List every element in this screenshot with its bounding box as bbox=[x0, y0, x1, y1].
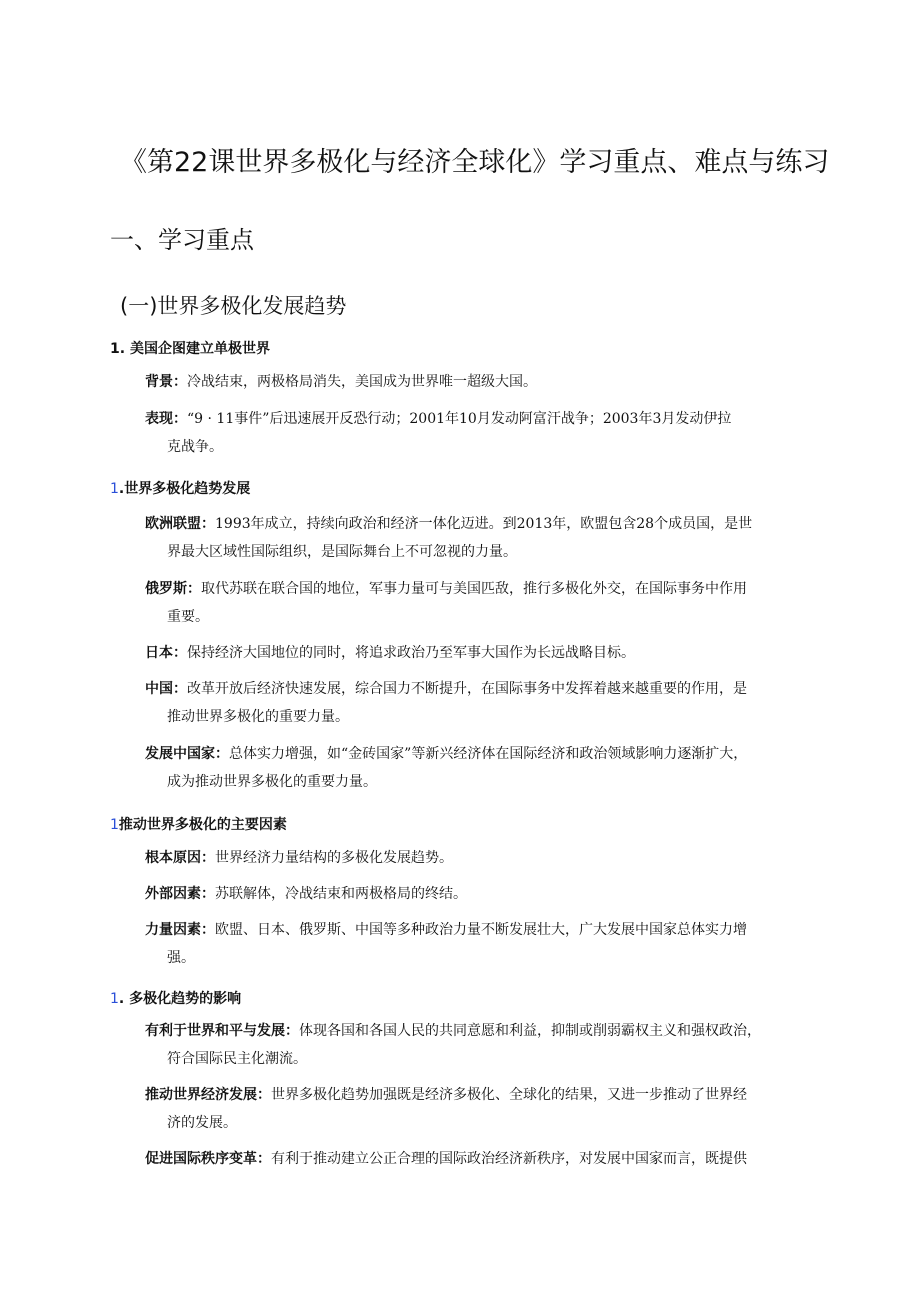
item-label: 欧洲联盟： bbox=[145, 516, 215, 532]
item-label: 有利于世界和平与发展： bbox=[145, 1023, 299, 1039]
item-manifestation bbox=[145, 405, 825, 461]
heading-text: . 美国企图建立单极世界 bbox=[119, 341, 270, 357]
item-text-continued: 济的发展。 bbox=[167, 1115, 237, 1131]
item-label: 背景： bbox=[145, 374, 187, 390]
item-developing-countries bbox=[145, 740, 825, 796]
item-text-continued: 克战争。 bbox=[167, 439, 223, 455]
heading-number: 1 bbox=[110, 341, 120, 357]
item-label: 促进国际秩序变革： bbox=[145, 1151, 271, 1167]
item-japan bbox=[145, 639, 825, 667]
item-text-continued: 推动世界多极化的重要力量。 bbox=[167, 709, 349, 725]
heading-number: 1 bbox=[110, 481, 119, 497]
item-label: 表现： bbox=[145, 411, 187, 427]
item-peace-development bbox=[145, 1017, 825, 1073]
item-text-continued: 符合国际民主化潮流。 bbox=[167, 1051, 307, 1067]
heading-multipolar-trend bbox=[110, 478, 250, 498]
heading-text: .世界多极化趋势发展 bbox=[118, 481, 251, 497]
item-text: 1993年成立，持续向政治和经济一体化迈进。到2013年，欧盟包含28个成员国，是世 bbox=[215, 516, 753, 532]
heading-number: 1 bbox=[110, 991, 119, 1007]
heading-driving-factors bbox=[110, 814, 287, 834]
item-eu bbox=[145, 510, 825, 566]
item-text: “9 · 11事件”后迅速展开反恐行动；2001年10月发动阿富汗战争；2003年3月发动伊拉 bbox=[187, 411, 732, 427]
item-china bbox=[145, 675, 825, 731]
heading-us-unipolar bbox=[110, 338, 270, 358]
item-text: 欧盟、日本、俄罗斯、中国等多种政治力量不断发展壮大，广大发展中国家总体实力增 bbox=[215, 922, 747, 938]
item-text: 体现各国和各国人民的共同意愿和利益，抑制或削弱霸权主义和强权政治， bbox=[299, 1023, 761, 1039]
heading-influence bbox=[110, 988, 241, 1008]
item-label: 日本： bbox=[145, 645, 187, 661]
item-label: 中国： bbox=[145, 681, 187, 697]
item-text: 冷战结束，两极格局消失，美国成为世界唯一超级大国。 bbox=[187, 374, 537, 390]
subsection-heading: (一)世界多极化发展趋势 bbox=[120, 294, 347, 318]
item-text-continued: 成为推动世界多极化的重要力量。 bbox=[167, 774, 377, 790]
heading-number: 1 bbox=[110, 817, 119, 833]
item-label: 外部因素： bbox=[145, 886, 215, 902]
item-label: 力量因素： bbox=[145, 922, 215, 938]
item-text: 取代苏联在联合国的地位，军事力量可与美国匹敌，推行多极化外交，在国际事务中作用 bbox=[201, 581, 747, 597]
document-title: 《第22课世界多极化与经济全球化》学习重点、难点与练习 bbox=[120, 147, 830, 178]
item-label: 发展中国家： bbox=[145, 746, 229, 762]
heading-text: 推动世界多极化的主要因素 bbox=[118, 817, 287, 833]
item-label: 推动世界经济发展： bbox=[145, 1087, 271, 1103]
item-text: 苏联解体，冷战结束和两极格局的终结。 bbox=[215, 886, 467, 902]
item-text-continued: 重要。 bbox=[167, 609, 209, 625]
item-international-order bbox=[145, 1145, 825, 1173]
item-russia bbox=[145, 575, 825, 631]
item-text: 世界经济力量结构的多极化发展趋势。 bbox=[215, 850, 453, 866]
item-label: 俄罗斯： bbox=[145, 581, 201, 597]
item-text: 总体实力增强，如“金砖国家”等新兴经济体在国际经济和政治领域影响力逐渐扩大， bbox=[229, 746, 748, 762]
item-text-continued: 界最大区域性国际组织，是国际舞台上不可忽视的力量。 bbox=[167, 544, 517, 560]
heading-text: . 多极化趋势的影响 bbox=[118, 991, 242, 1007]
section-heading: 一、学习重点 bbox=[110, 226, 254, 254]
item-text: 有利于推动建立公正合理的国际政治经济新秩序，对发展中国家而言，既提供 bbox=[271, 1151, 747, 1167]
item-label: 根本原因： bbox=[145, 850, 215, 866]
item-background bbox=[145, 368, 825, 396]
item-text: 改革开放后经济快速发展，综合国力不断提升，在国际事务中发挥着越来越重要的作用，是 bbox=[187, 681, 747, 697]
item-text: 保持经济大国地位的同时，将追求政治乃至军事大国作为长远战略目标。 bbox=[187, 645, 635, 661]
item-root-cause bbox=[145, 844, 825, 872]
item-text-continued: 强。 bbox=[167, 950, 195, 966]
item-external-factor bbox=[145, 880, 825, 908]
item-power-factor bbox=[145, 916, 825, 972]
item-economic-development bbox=[145, 1081, 825, 1137]
item-text: 世界多极化趋势加强既是经济多极化、全球化的结果，又进一步推动了世界经 bbox=[271, 1087, 747, 1103]
